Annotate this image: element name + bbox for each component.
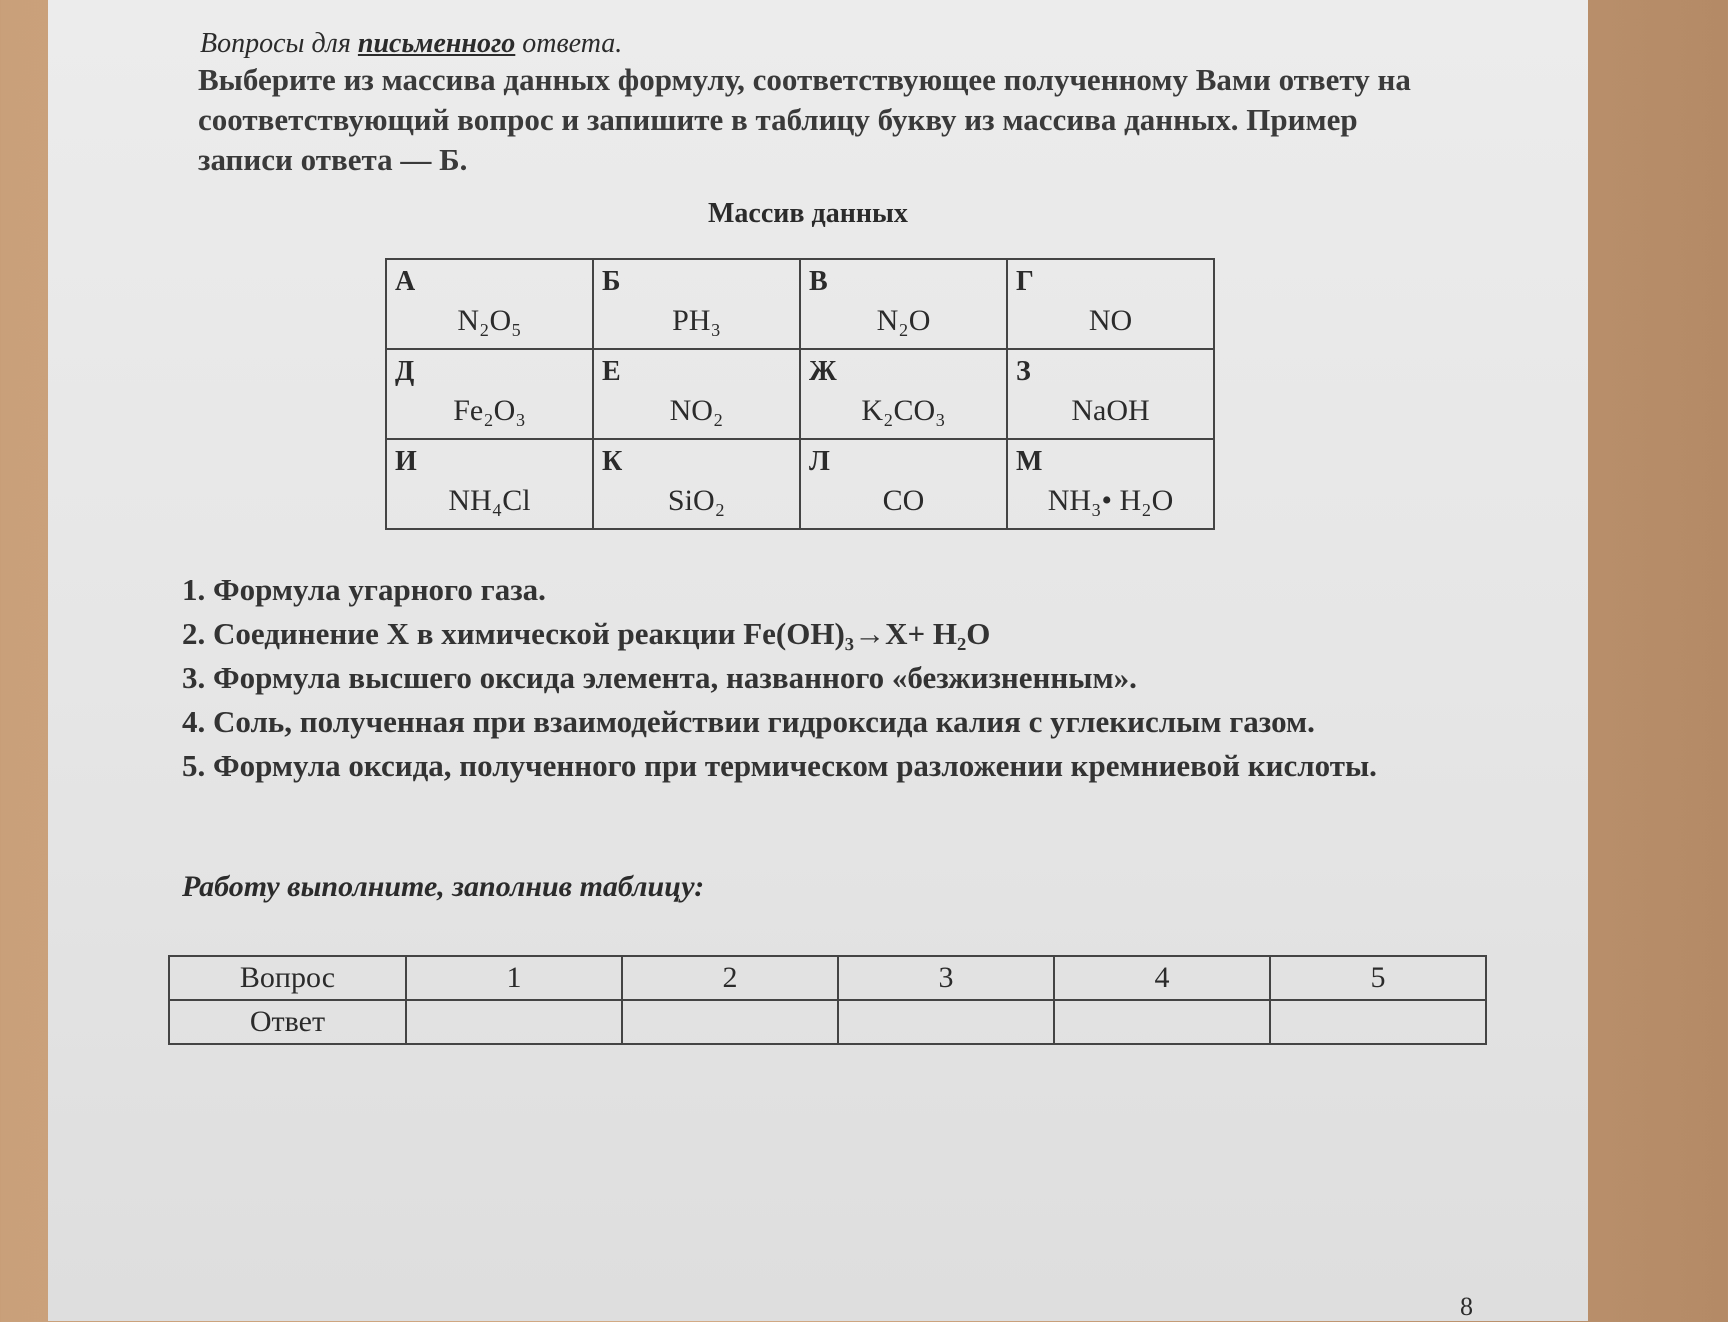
array-cell: М NH₃• H₂O [1007, 439, 1214, 529]
data-array-title: Массив данных [708, 198, 908, 229]
data-array-table [385, 258, 1215, 530]
question-item: 2. Соединение X в химической реакции Fe(OH)₃→X+ H₂O [182, 616, 991, 651]
page-number: 8 [1460, 1292, 1473, 1321]
array-cell: И NH₄Cl [386, 439, 593, 529]
answer-row-label: Вопрос [169, 956, 406, 1000]
question-number: 5 [1270, 956, 1486, 1000]
answer-table [168, 955, 1487, 1045]
section-title: Вопросы для письменного ответа. [200, 28, 623, 59]
question-list [182, 568, 1482, 788]
array-cell: В N₂O [800, 259, 1007, 349]
array-cell: Л CO [800, 439, 1007, 529]
work-instruction: Работу выполните, заполнив таблицу: [182, 870, 705, 903]
array-cell: Б PH₃ [593, 259, 800, 349]
answer-row-label: Ответ [169, 1000, 406, 1044]
question-item: 4. Соль, полученная при взаимодействии гидроксида калия с углекислым газом. [182, 704, 1315, 739]
question-item: 5. Формула оксида, полученного при термическом разложении кремниевой кислоты. [182, 748, 1377, 783]
question-item: 1. Формула угарного газа. [182, 572, 546, 607]
answer-cell[interactable] [622, 1000, 838, 1044]
question-number: 3 [838, 956, 1054, 1000]
instructions: Выберите из массива данных формулу, соответствующее полученному Вами ответу на соответствующий вопрос и запишите в таблицу букву из массива данных. Пример записи ответа — Б. [198, 62, 1411, 177]
array-cell: Д Fe₂O₃ [386, 349, 593, 439]
question-number: 2 [622, 956, 838, 1000]
array-cell: З NaOH [1007, 349, 1214, 439]
question-number: 1 [406, 956, 622, 1000]
answer-cell[interactable] [1054, 1000, 1270, 1044]
array-cell: А N₂O₅ [386, 259, 593, 349]
array-cell: Е NO₂ [593, 349, 800, 439]
question-number: 4 [1054, 956, 1270, 1000]
question-item: 3. Формула высшего оксида элемента, названного «безжизненным». [182, 660, 1137, 695]
array-cell: К SiO₂ [593, 439, 800, 529]
answer-cell[interactable] [406, 1000, 622, 1044]
array-cell: Г NO [1007, 259, 1214, 349]
answer-cell[interactable] [1270, 1000, 1486, 1044]
array-cell: Ж K₂CO₃ [800, 349, 1007, 439]
answer-cell[interactable] [838, 1000, 1054, 1044]
